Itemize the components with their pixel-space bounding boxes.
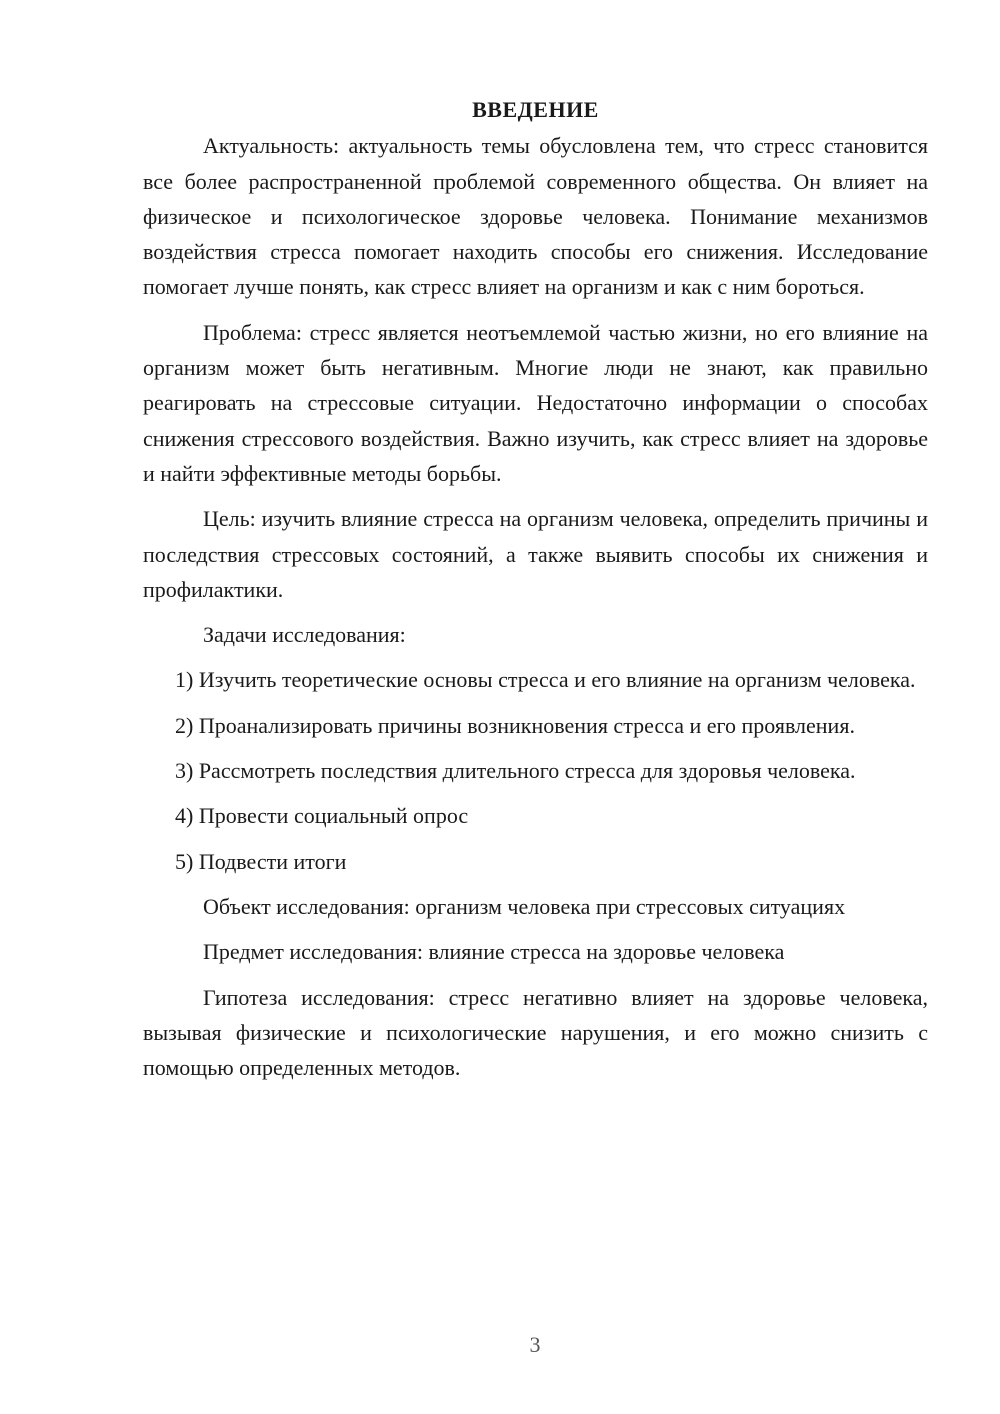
tasks-heading: Задачи исследования: — [203, 622, 406, 648]
task-item-1: 1) Изучить теоретические основы стресса и его влияние на организм человека. — [175, 667, 916, 693]
task-item-4: 4) Провести социальный опрос — [175, 803, 469, 829]
page-number: 3 — [529, 1332, 541, 1357]
relevance-paragraph: Актуальность: актуальность темы обусловлена тем, что стресс становится все более распространенной проблемой современного общества. Он влияет на физическое и психологическое здоровье человека. Понимание механизмов воздействия стресса помогает находить способы его снижения. Исследование помогает лучше понять, как стресс влияет на организм и как с ним бороться. — [143, 133, 928, 300]
task-item-2: 2) Проанализировать причины возникновения стресса и его проявления. — [175, 712, 855, 738]
task-item-3: 3) Рассмотреть последствия длительного стресса для здоровья человека. — [175, 758, 856, 784]
task-item-5: 5) Подвести итоги — [175, 848, 347, 874]
subject-paragraph: Предмет исследования: влияние стресса на здоровье человека — [203, 939, 785, 965]
section-heading: ВВЕДЕНИЕ — [472, 97, 599, 122]
page-content — [143, 92, 928, 1095]
problem-paragraph: Проблема: стресс является неотъемлемой частью жизни, но его влияние на организм может быть негативным. Многие люди не знают, как правильно реагировать на стрессовые ситуации. Недостаточно информации о способах снижения стрессового воздействия. Важно изучить, как стресс влияет на здоровье и найти эффективные методы борьбы. — [143, 319, 928, 486]
object-paragraph: Объект исследования: организм человека при стрессовых ситуациях — [203, 893, 846, 919]
hypothesis-paragraph: Гипотеза исследования: стресс негативно влияет на здоровье человека, вызывая физические и психологические нарушения, и его можно снизить с помощью определенных методов. — [143, 984, 928, 1081]
goal-paragraph: Цель: изучить влияние стресса на организм человека, определить причины и последствия стрессовых состояний, а также выявить способы их снижения и профилактики. — [143, 506, 928, 602]
